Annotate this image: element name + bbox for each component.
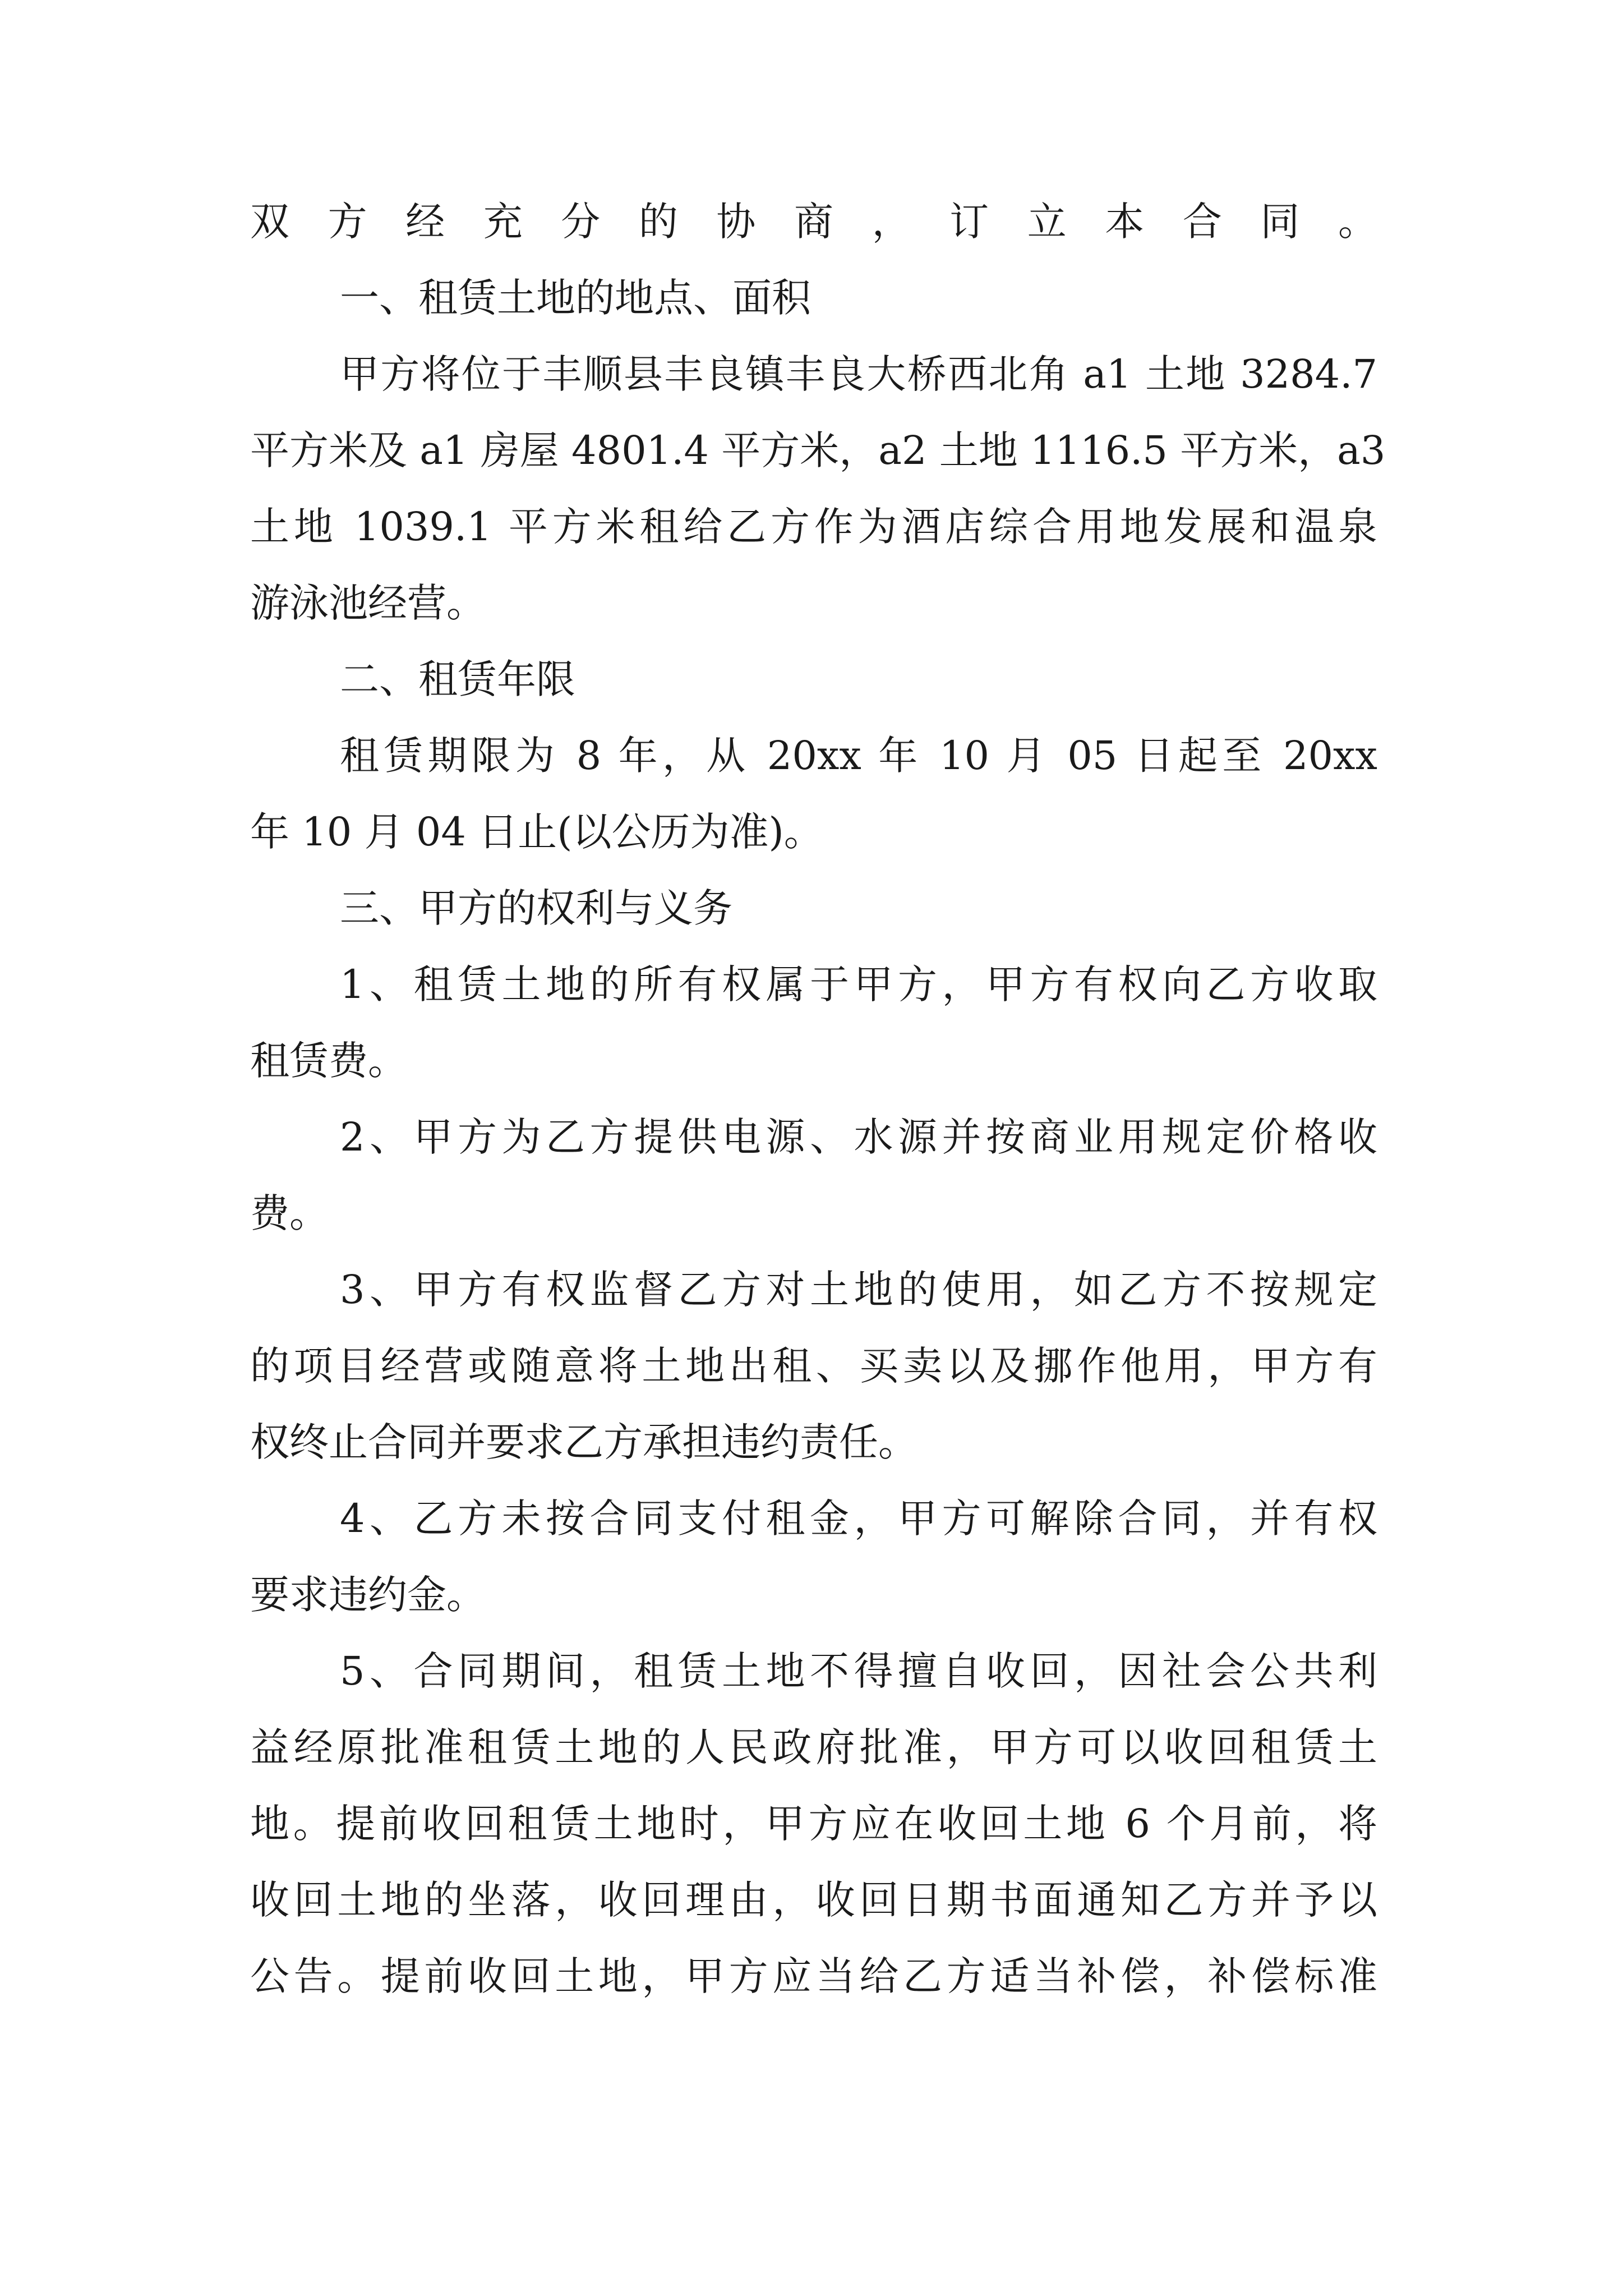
- paragraph-line-16: 的项目经营或随意将土地出租、买卖以及挪作他用，甲方有: [250, 1343, 1377, 1389]
- paragraph-line-5: 土地 1039.1 平方米租给乙方作为酒店综合用地发展和温泉: [250, 504, 1377, 550]
- paragraph-line-23: 收回土地的坐落，收回理由，收回日期书面通知乙方并予以: [250, 1877, 1377, 1923]
- paragraph-line-3: 甲方将位于丰顺县丰良镇丰良大桥西北角 a1 土地 3284.7: [340, 351, 1377, 397]
- paragraph-line-11: 1、租赁土地的所有权属于甲方，甲方有权向乙方收取: [340, 961, 1377, 1007]
- paragraph-line-18: 4、乙方未按合同支付租金，甲方可解除合同，并有权: [340, 1496, 1377, 1542]
- paragraph-line-22: 地。提前收回租赁土地时，甲方应在收回土地 6 个月前，将: [250, 1801, 1377, 1847]
- paragraph-line-4: 平方米及 a1 房屋 4801.4 平方米，a2 土地 1116.5 平方米，a3: [250, 427, 1386, 473]
- paragraph-line-15: 3、甲方有权监督乙方对土地的使用，如乙方不按规定: [340, 1267, 1377, 1313]
- section-heading-3: 三、甲方的权利与义务: [340, 885, 732, 931]
- paragraph-line-17: 权终止合同并要求乙方承担违约责任。: [250, 1419, 917, 1465]
- section-heading-2: 二、租赁年限: [340, 656, 575, 702]
- paragraph-line-13: 2、甲方为乙方提供电源、水源并按商业用规定价格收: [340, 1114, 1377, 1160]
- paragraph-line-20: 5、合同期间，租赁土地不得擅自收回，因社会公共利: [340, 1648, 1377, 1694]
- paragraph-line-9: 年 10 月 04 日止(以公历为准)。: [250, 809, 823, 855]
- paragraph-line-21: 益经原批准租赁土地的人民政府批准，甲方可以收回租赁土: [250, 1724, 1377, 1770]
- paragraph-line-6: 游泳池经营。: [250, 580, 486, 626]
- paragraph-line-1: 双方经充分的协商，订立本合同。: [250, 199, 1377, 245]
- section-heading-1: 一、租赁土地的地点、面积: [340, 275, 811, 321]
- paragraph-line-12: 租赁费。: [250, 1038, 407, 1084]
- paragraph-line-19: 要求违约金。: [250, 1572, 486, 1618]
- paragraph-line-24: 公告。提前收回土地，甲方应当给乙方适当补偿，补偿标准: [250, 1953, 1377, 1999]
- paragraph-line-8: 租赁期限为 8 年，从 20xx 年 10 月 05 日起至 20xx: [340, 733, 1377, 779]
- paragraph-line-14: 费。: [250, 1190, 329, 1236]
